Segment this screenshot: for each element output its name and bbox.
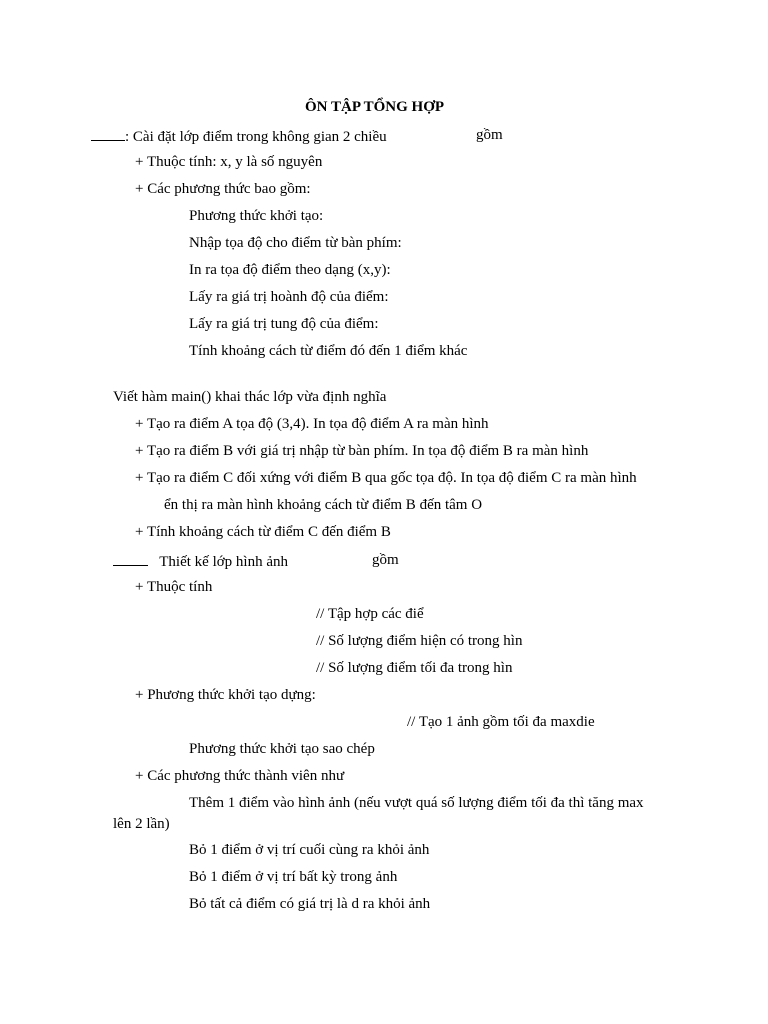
section1-heading xyxy=(91,126,387,146)
attr-comment: // Tập hợp các điể xyxy=(316,606,424,622)
section2-attributes-header: + Thuộc tính xyxy=(135,579,213,595)
section2-heading-right: gồm xyxy=(372,552,399,568)
attr-comment: // Số lượng điểm tối đa trong hìn xyxy=(316,660,513,676)
method-item: Phương thức khởi tạo: xyxy=(189,208,324,224)
method-item: Lấy ra giá trị hoành độ của điểm: xyxy=(189,289,389,305)
section2-heading-text: Thiết kế lớp hình ảnh xyxy=(159,554,288,570)
attr-comment: // Số lượng điểm hiện có trong hìn xyxy=(316,633,523,649)
main-item: + Tính khoảng cách từ điểm C đến điểm B xyxy=(135,524,391,540)
ctor-header: + Phương thức khởi tạo dựng: xyxy=(135,687,316,703)
member-item: Bỏ 1 điểm ở vị trí bất kỳ trong ảnh xyxy=(189,869,398,885)
member-item: Thêm 1 điểm vào hình ảnh (nếu vượt quá số lượng điểm tối đa thì tăng max xyxy=(189,795,644,811)
fill-in-blank xyxy=(91,126,125,141)
method-item: Lấy ra giá trị tung độ của điểm: xyxy=(189,316,379,332)
section1-heading-right: gồm xyxy=(476,127,503,143)
section2-heading xyxy=(113,551,288,571)
method-item: Tính khoảng cách từ điểm đó đến 1 điểm khác xyxy=(189,343,468,359)
fill-in-blank xyxy=(113,551,148,566)
main-header: Viết hàm main() khai thác lớp vừa định nghĩa xyxy=(113,389,387,405)
main-item: + Tạo ra điểm B với giá trị nhập từ bàn phím. In tọa độ điểm B ra màn hình xyxy=(135,443,589,459)
main-item: + Tạo ra điểm C đối xứng với điểm B qua gốc tọa độ. In tọa độ điểm C ra màn hình xyxy=(135,470,637,486)
member-item-continuation: lên 2 lần) xyxy=(113,816,170,832)
members-header: + Các phương thức thành viên như xyxy=(135,768,345,784)
main-item-continuation: ển thị ra màn hình khoảng cách từ điểm B đến tâm O xyxy=(164,497,483,513)
copy-ctor: Phương thức khởi tạo sao chép xyxy=(189,741,375,757)
ctor-comment: // Tạo 1 ảnh gồm tối đa maxdie xyxy=(407,714,595,730)
section1-heading-text: : Cài đặt lớp điểm trong không gian 2 chiều xyxy=(125,129,387,145)
section1-attributes: + Thuộc tính: x, y là số nguyên xyxy=(135,154,323,170)
method-item: Nhập tọa độ cho điểm từ bàn phím: xyxy=(189,235,402,251)
main-item: + Tạo ra điểm A tọa độ (3,4). In tọa độ điểm A ra màn hình xyxy=(135,416,489,432)
member-item: Bỏ 1 điểm ở vị trí cuối cùng ra khỏi ảnh xyxy=(189,842,430,858)
member-item: Bỏ tất cả điểm có giá trị là d ra khỏi ảnh xyxy=(189,896,431,912)
method-item: In ra tọa độ điểm theo dạng (x,y): xyxy=(189,262,391,278)
page-title: ÔN TẬP TỔNG HỢP xyxy=(305,99,445,115)
section1-methods-header: + Các phương thức bao gồm: xyxy=(135,181,311,197)
